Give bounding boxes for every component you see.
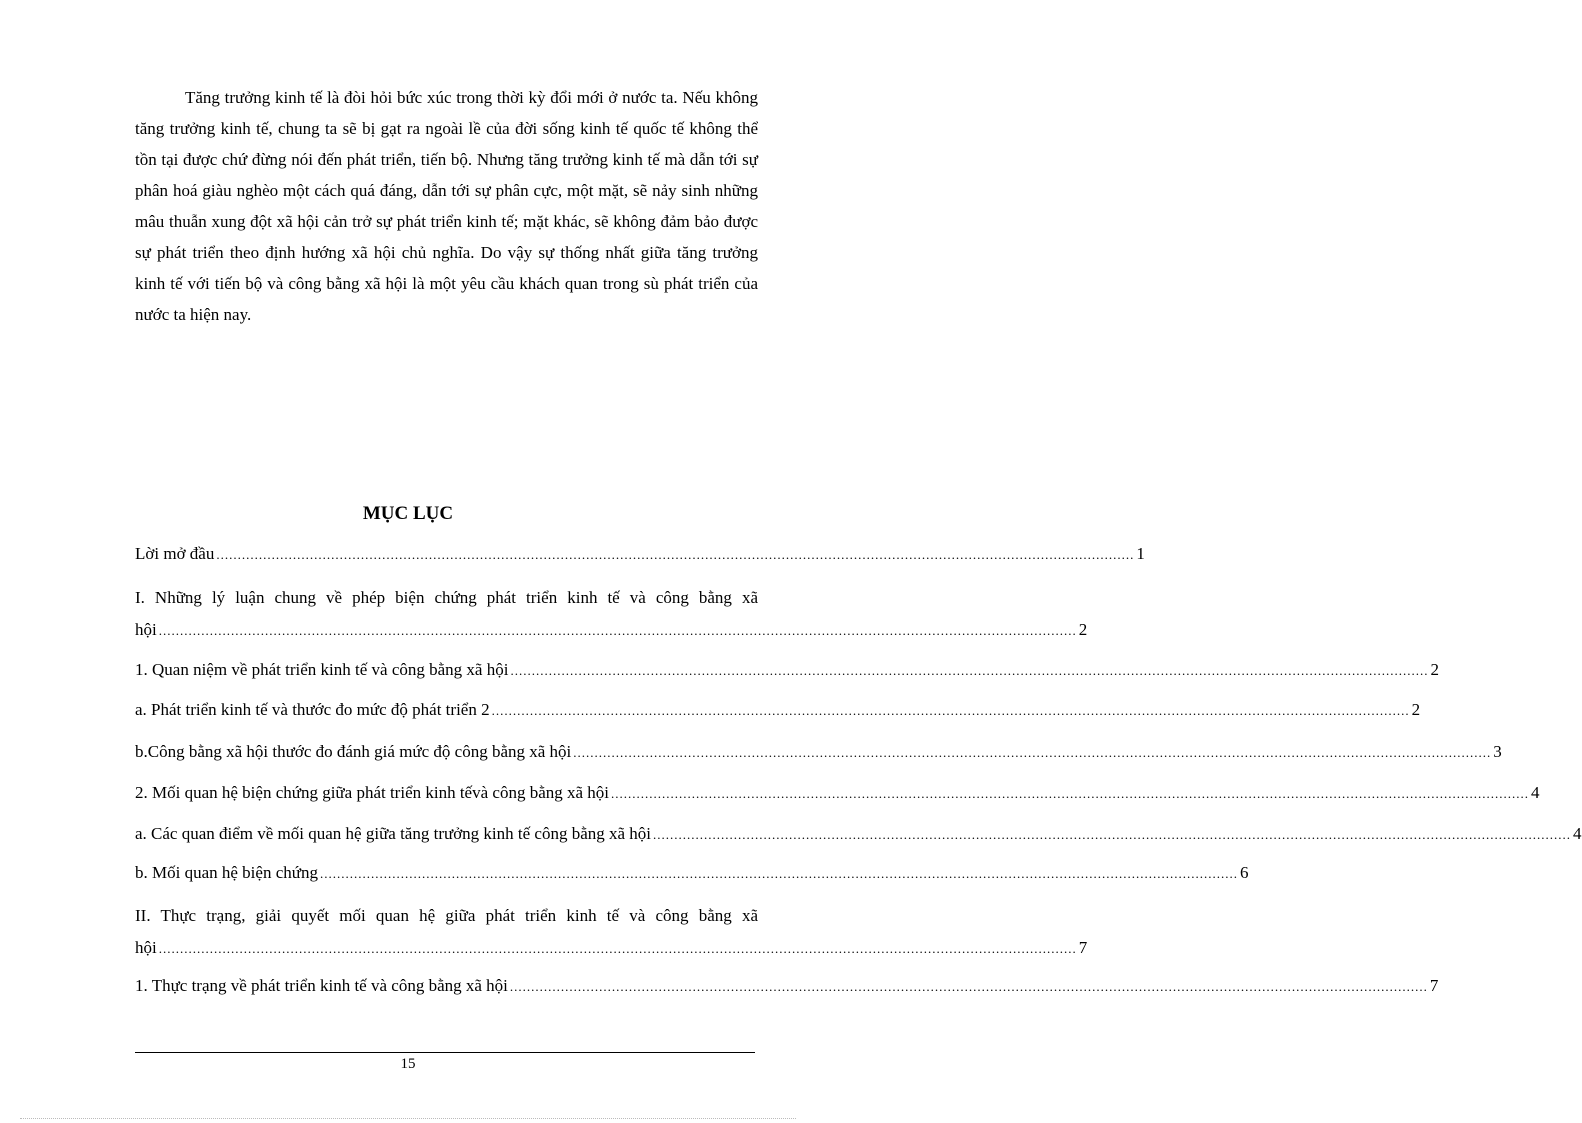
- toc-entry-text: hội: [135, 620, 157, 639]
- toc-leader-dots: ........................................................................................................................................................................................................................: [510, 663, 1429, 678]
- intro-paragraph: Tăng trưởng kinh tế là đòi hỏi bức xúc trong thời kỳ đổi mới ở nước ta. Nếu không tăng trưởng kinh tế, chung ta sẽ bị gạt ra ngoài lề của đời sống kinh tế quốc tế không thể tồn tại được chứ đừng nói đến phát triển, tiến bộ. Nhưng tăng trưởng kinh tế mà dẫn tới sự phân hoá giàu nghèo một cách quá đáng, dẫn tới sự phân cực, một mặt, sẽ nảy sinh những mâu thuẫn xung đột xã hội cản trở sự phát triển kinh tế; mặt khác, sẽ không đảm bảo được sự phát triển theo định hướng xã hội chủ nghĩa. Do vậy sự thống nhất giữa tăng trưởng kinh tế với tiến bộ và công bằng xã hội là một yêu cầu khách quan trong sù phát triển của nước ta hiện nay.: [135, 88, 758, 324]
- toc-entry-page: 3: [1493, 742, 1502, 761]
- toc-entry[interactable]: [135, 783, 1540, 807]
- toc-entry-page: 2: [1430, 660, 1439, 679]
- page-bottom-dotted-border: [20, 1118, 796, 1119]
- toc-entry[interactable]: [135, 660, 1439, 684]
- toc-entry-page: 2: [1411, 700, 1421, 719]
- toc-entry[interactable]: [135, 544, 1145, 568]
- toc-entry-text: b. Mối quan hệ biện chứng: [135, 863, 318, 882]
- toc-entry-page: 1: [1136, 544, 1145, 563]
- toc-entry[interactable]: [135, 700, 1421, 724]
- toc-leader-dots: ........................................................................................................................................................................................................................: [158, 623, 1077, 638]
- toc-entry-text: hội: [135, 938, 157, 957]
- toc-leader-dots: ........................................................................................................................................................................................................................: [611, 786, 1530, 801]
- toc-entry-page: 7: [1429, 976, 1439, 995]
- toc-entry[interactable]: [135, 586, 1088, 644]
- toc-leader-dots: ........................................................................................................................................................................................................................: [491, 703, 1410, 718]
- toc-entry-text: a. Các quan điểm về mối quan hệ giữa tăng trưởng kinh tế công bằng xã hội: [135, 824, 652, 843]
- toc-entry-text: 1. Thực trạng về phát triển kinh tế và công bằng xã hội: [135, 976, 508, 995]
- toc-title: MỤC LỤC: [362, 503, 454, 524]
- toc-leader-dots: ........................................................................................................................................................................................................................: [573, 745, 1492, 760]
- toc-entry[interactable]: [135, 904, 1088, 962]
- toc-entry-page: 4: [1573, 824, 1582, 843]
- toc-entry-page: 7: [1078, 938, 1088, 957]
- toc-leader-dots: ........................................................................................................................................................................................................................: [158, 941, 1077, 956]
- page-number: 15: [400, 1056, 416, 1072]
- toc-entry-text: a. Phát triển kinh tế và thước đo mức độ phát triển 2: [135, 700, 490, 719]
- toc-entry-text-line1: II. Thực trạng, giải quyết mối quan hệ giữa phát triển kinh tế và công bằng xã: [135, 906, 758, 925]
- toc-entry[interactable]: [135, 824, 1582, 848]
- toc-entry[interactable]: [135, 742, 1502, 766]
- toc-entry-text: 1. Quan niệm về phát triển kinh tế và công bằng xã hội: [135, 660, 509, 679]
- toc-leader-dots: ........................................................................................................................................................................................................................: [319, 866, 1238, 881]
- toc-leader-dots: ........................................................................................................................................................................................................................: [509, 979, 1428, 994]
- footer-divider: [135, 1052, 755, 1053]
- toc-entry-text-line1: I. Những lý luận chung về phép biện chứng phát triển kinh tế và công bằng xã: [135, 588, 758, 607]
- toc-leader-dots: ........................................................................................................................................................................................................................: [216, 547, 1135, 562]
- toc-entry-page: 6: [1239, 863, 1249, 882]
- toc-entry-page: 4: [1531, 783, 1540, 802]
- toc-entry-text: 2. Mối quan hệ biện chứng giữa phát triển kinh tếvà công bằng xã hội: [135, 783, 610, 802]
- toc-entry-page: 2: [1078, 620, 1088, 639]
- toc-entry-text: Lời mở đầu: [135, 544, 215, 563]
- toc-entry[interactable]: [135, 863, 1249, 887]
- toc-entry-text: b.Công bằng xã hội thước đo đánh giá mức độ công bằng xã hội: [135, 742, 572, 761]
- toc-leader-dots: ........................................................................................................................................................................................................................: [653, 827, 1572, 842]
- toc-entry[interactable]: [135, 976, 1439, 1000]
